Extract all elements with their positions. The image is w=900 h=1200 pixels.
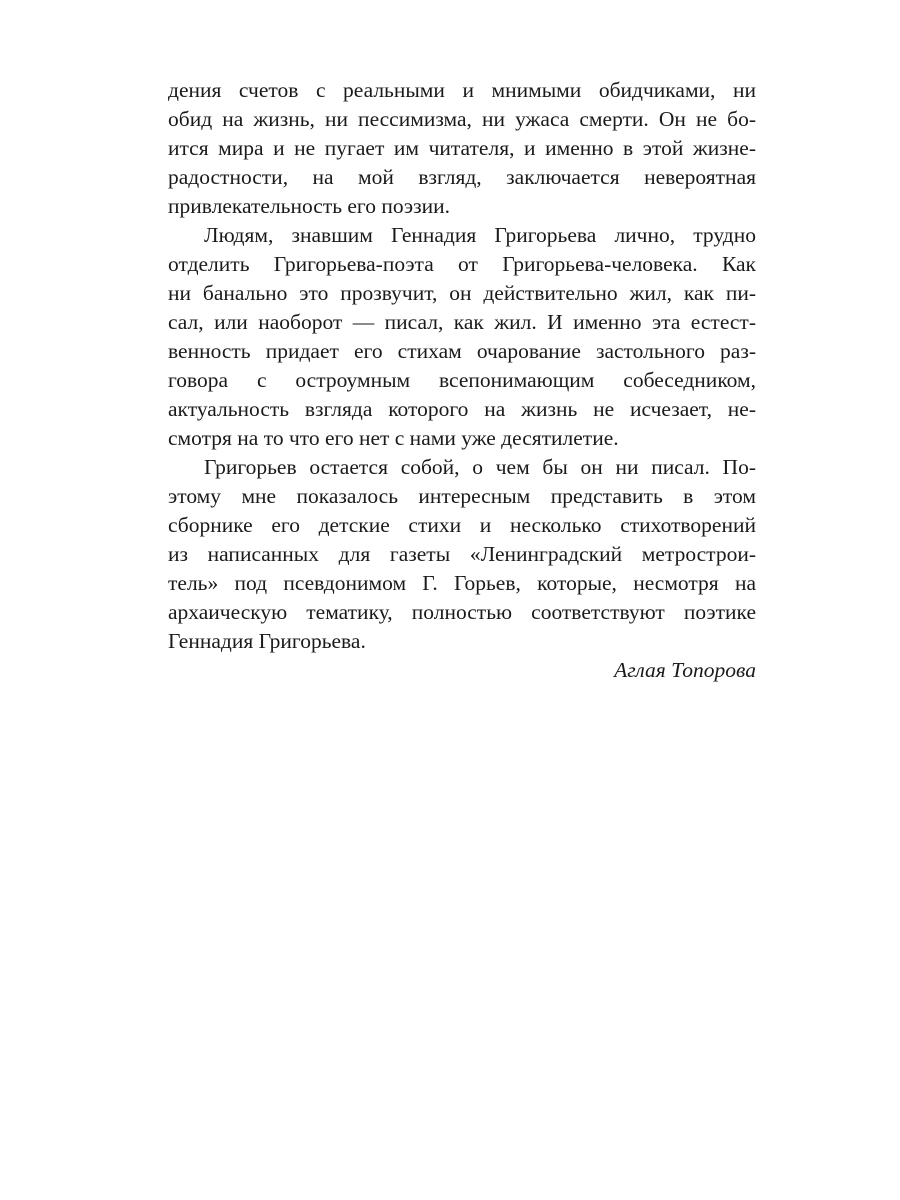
text-line: ни банально это прозвучит, он действительно жил, как пи-: [168, 281, 756, 305]
paragraph-2: [168, 221, 756, 453]
paragraph-3: [168, 453, 756, 656]
paragraph-1: [168, 76, 756, 221]
text-line: архаическую тематику, полностью соответствуют поэтике: [168, 600, 756, 624]
author-signature: Аглая Топорова: [614, 658, 756, 682]
text-line: радостности, на мой взгляд, заключается невероятная: [168, 165, 756, 189]
text-line: актуальность взгляда которого на жизнь не исчезает, не-: [168, 397, 756, 421]
text-line: Григорьев остается собой, о чем бы он ни писал. По-: [204, 455, 756, 479]
text-line: сал, или наоборот — писал, как жил. И именно эта естест-: [168, 310, 756, 334]
text-line: ится мира и не пугает им читателя, и именно в этой жизне-: [168, 136, 756, 160]
document-page: [168, 76, 756, 685]
text-line: отделить Григорьева-поэта от Григорьева-человека. Как: [168, 252, 756, 276]
text-line: сборнике его детские стихи и несколько стихотворений: [168, 513, 756, 537]
text-line: смотря на то что его нет с нами уже десятилетие.: [168, 426, 619, 450]
text-line: Геннадия Григорьева.: [168, 629, 366, 653]
text-line: из написанных для газеты «Ленинградский метрострои-: [168, 542, 756, 566]
text-line: венность придает его стихам очарование застольного раз-: [168, 339, 756, 363]
text-line: Людям, знавшим Геннадия Григорьева лично, трудно: [204, 223, 756, 247]
text-line: обид на жизнь, ни пессимизма, ни ужаса смерти. Он не бо-: [168, 107, 756, 131]
text-line: привлекательность его поэзии.: [168, 194, 450, 218]
text-line: тель» под псевдонимом Г. Горьев, которые, несмотря на: [168, 571, 756, 595]
text-line: дения счетов с реальными и мнимыми обидчиками, ни: [168, 78, 756, 102]
text-line: этому мне показалось интересным представить в этом: [168, 484, 756, 508]
text-line: говора с остроумным всепонимающим собеседником,: [168, 368, 756, 392]
